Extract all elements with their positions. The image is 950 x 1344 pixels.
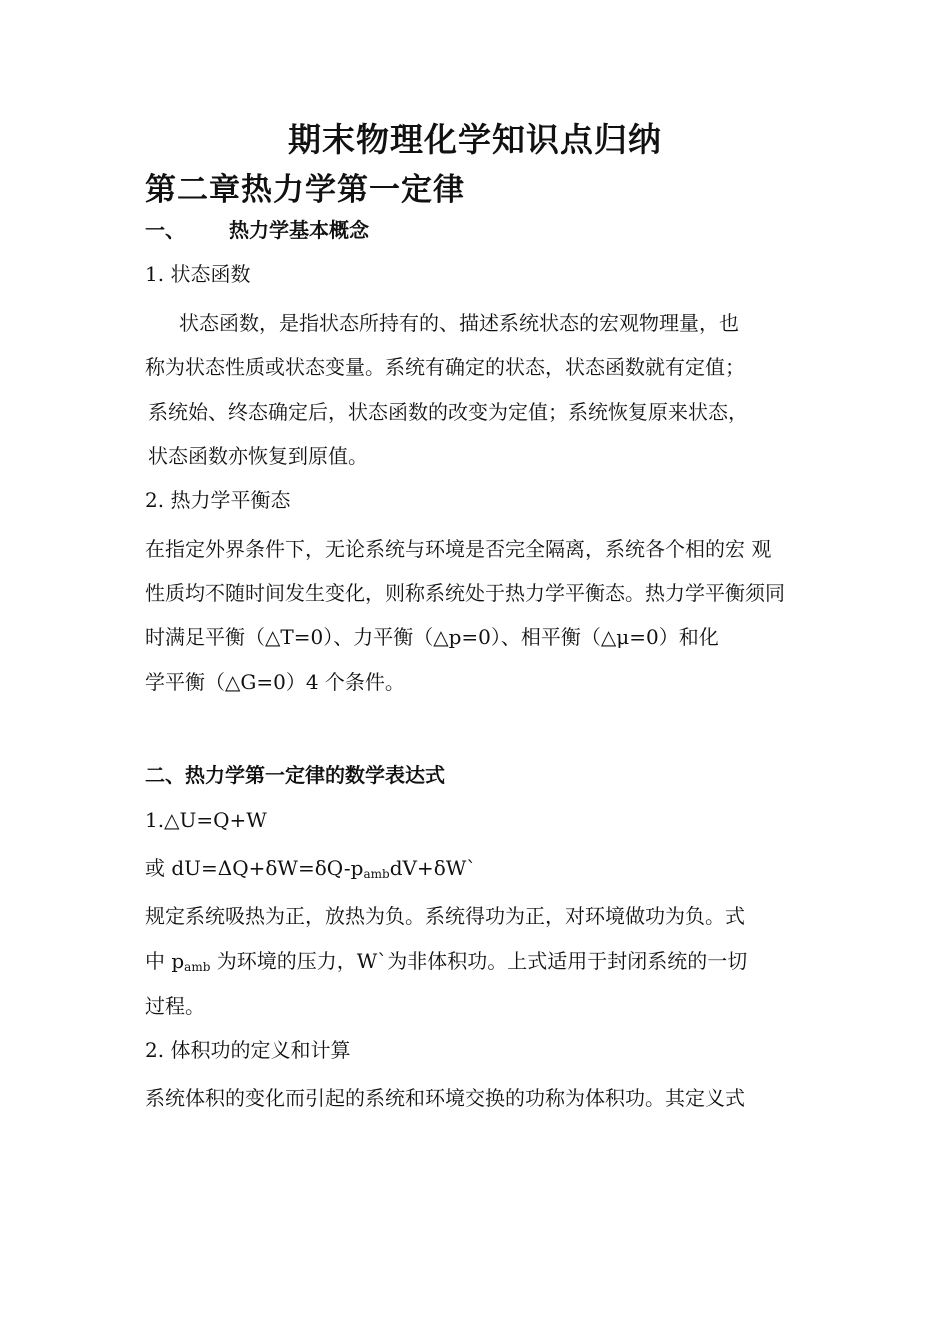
paragraph-line: 时满足平衡（△T=0）、力平衡（△p=0）、相平衡（△μ=0）和化: [145, 625, 719, 649]
paragraph-line: 状态函数亦恢复到原值。: [148, 444, 368, 468]
paragraph-line: [145, 948, 747, 980]
paragraph-line: 学平衡（△G=0）4 个条件。: [145, 670, 405, 694]
item-equilibrium-heading: 2. 热力学平衡态: [145, 488, 291, 512]
paragraph-line: 规定系统吸热为正，放热为负。系统得功为正，对环境做功为负。式: [145, 904, 745, 928]
paragraph-line: 在指定外界条件下，无论系统与环境是否完全隔离，系统各个相的宏 观: [145, 537, 772, 561]
paragraph-line: 过程。: [145, 994, 205, 1018]
section-2-heading: 二、热力学第一定律的数学表达式: [145, 763, 445, 787]
line-prefix: 中 p: [145, 949, 185, 973]
item-state-function-heading: 1. 状态函数: [145, 262, 251, 286]
equation-1: 1.△U=Q+W: [145, 808, 267, 832]
paragraph-line: 系统始、终态确定后，状态函数的改变为定值；系统恢复原来状态，: [148, 400, 748, 424]
section-1-number: 一、: [145, 218, 185, 242]
document-title: 期末物理化学知识点归纳: [288, 120, 662, 159]
pamb-subscript: amb: [184, 960, 211, 974]
line-suffix: 为环境的压力，W`为非体积功。上式适用于封闭系统的一切: [216, 949, 748, 973]
equation-2: [145, 855, 476, 887]
paragraph-line: 状态函数，是指状态所持有的、描述系统状态的宏观物理量，也: [179, 311, 739, 335]
equation-2-main: 或 dU=ΔQ+δW=δQ-p: [145, 856, 364, 880]
paragraph-line: 性质均不随时间发生变化，则称系统处于热力学平衡态。热力学平衡须同: [145, 581, 785, 605]
equation-2-subscript: amb: [363, 867, 390, 881]
equation-2-tail: dV+δW`: [389, 856, 477, 880]
paragraph-line: 系统体积的变化而引起的系统和环境交换的功称为体积功。其定义式: [145, 1086, 745, 1110]
item-volume-work-heading: 2. 体积功的定义和计算: [145, 1038, 351, 1062]
chapter-heading: 第二章热力学第一定律: [145, 172, 465, 208]
section-1-heading: [145, 217, 369, 243]
section-1-title: 热力学基本概念: [229, 218, 369, 242]
paragraph-line: 称为状态性质或状态变量。系统有确定的状态，状态函数就有定值；: [145, 355, 745, 379]
